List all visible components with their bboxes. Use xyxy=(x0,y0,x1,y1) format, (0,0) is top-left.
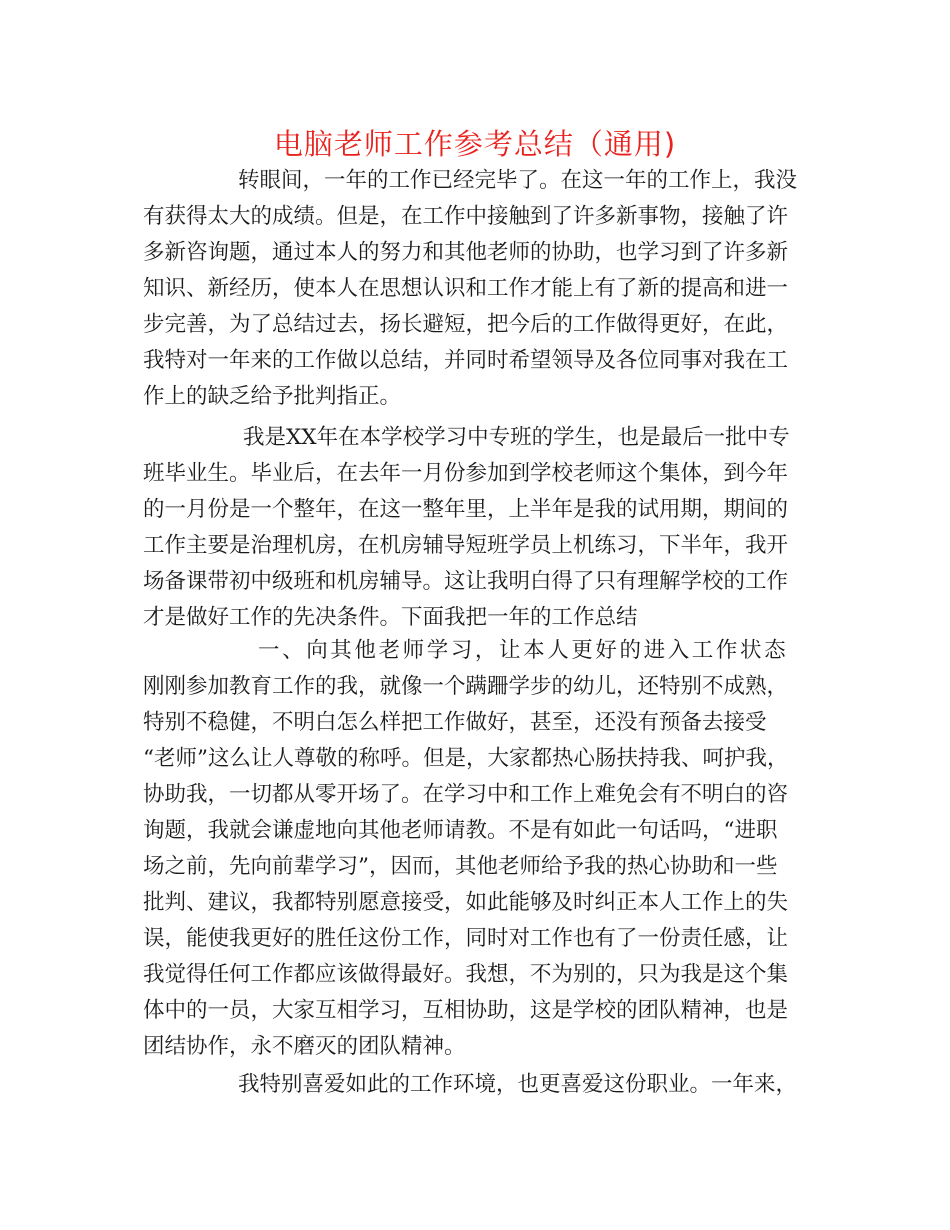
text-line: 我特对一年来的工作做以总结，并同时希望领导及各位同事对我在工 xyxy=(143,348,789,373)
text-line: 作上的缺乏给予批判指正。 xyxy=(143,384,402,409)
text-line: 场备课带初中级班和机房辅导。这让我明白得了只有理解学校的工作 xyxy=(143,569,789,594)
document-title: 电脑老师工作参考总结（通用) xyxy=(273,127,677,161)
text-line: 有获得太大的成绩。但是，在工作中接触到了许多新事物，接触了许 xyxy=(143,204,789,229)
text-line: 班毕业生。毕业后，在去年一月份参加到学校老师这个集体，到今年 xyxy=(143,461,789,486)
text-line: 询题，我就会谦虚地向其他老师请教。不是有如此一句话吗，“进职 xyxy=(143,818,778,843)
text-line: 批判、建议，我都特别愿意接受，如此能够及时纠正本人工作上的失 xyxy=(143,890,789,915)
text-line: 特别不稳健，不明白怎么样把工作做好，甚至，还没有预备去接受 xyxy=(143,710,767,735)
text-line: 团结协作，永不磨灭的团队精神。 xyxy=(143,1034,466,1059)
text-line: 知识、新经历，使本人在思想认识和工作才能上有了新的提高和进一 xyxy=(143,276,789,301)
section-heading: 一、向其他老师学习，让本人更好的进入工作状态 xyxy=(258,638,789,663)
text-line: 我是XX年在本学校学习中专班的学生，也是最后一批中专 xyxy=(243,425,790,450)
text-line: 的一月份是一个整年，在这一整年里，上半年是我的试用期，期间的 xyxy=(143,497,789,522)
text-line: 协助我，一切都从零开场了。在学习中和工作上难免会有不明白的咨 xyxy=(143,782,789,807)
text-line: 步完善，为了总结过去，扬长避短，把今后的工作做得更好，在此， xyxy=(143,312,789,337)
text-line: 工作主要是治理机房，在机房辅导短班学员上机练习，下半年，我开 xyxy=(143,533,789,558)
text-line: 我觉得任何工作都应该做得最好。我想，不为别的，只为我是这个集 xyxy=(143,962,789,987)
text-line: 误，能使我更好的胜任这份工作，同时对工作也有了一份责任感，让 xyxy=(143,926,789,951)
text-line: “老师”这么让人尊敬的称呼。但是，大家都热心肠扶持我、呵护我， xyxy=(143,746,789,771)
text-line: 体中的一员，大家互相学习，互相协助，这是学校的团队精神，也是 xyxy=(143,998,789,1023)
text-line: 转眼间，一年的工作已经完毕了。在这一年的工作上，我没 xyxy=(238,168,798,193)
text-line: 刚刚参加教育工作的我，就像一个蹒跚学步的幼儿，还特别不成熟， xyxy=(143,674,789,699)
text-line: 我特别喜爱如此的工作环境，也更喜爱这份职业。一年来， xyxy=(238,1072,798,1097)
text-line: 才是做好工作的先决条件。下面我把一年的工作总结 xyxy=(143,605,638,630)
text-line: 场之前，先向前辈学习”，因而，其他老师给予我的热心协助和一些 xyxy=(143,854,778,879)
text-line: 多新咨询题，通过本人的努力和其他老师的协助，也学习到了许多新 xyxy=(143,240,789,265)
